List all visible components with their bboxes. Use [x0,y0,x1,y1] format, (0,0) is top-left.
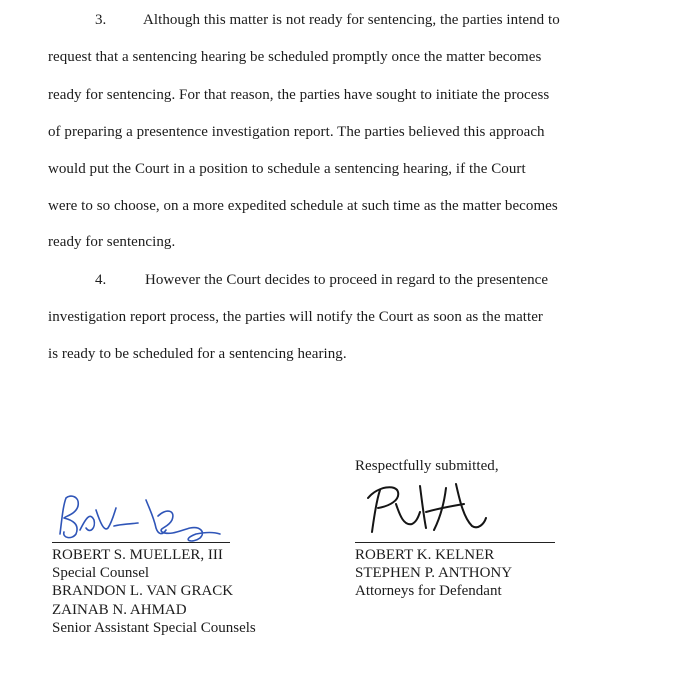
signer-name: BRANDON L. VAN GRACK [52,583,234,599]
paragraph-line: would put the Court in a position to schedule a sentencing hearing, if the Court [48,161,526,177]
handwritten-signature-right [360,478,490,538]
paragraph-line: ready for sentencing. For that reason, the parties have sought to initiate the process [48,87,550,103]
paragraph-number: 3. [95,12,107,28]
paragraph-line: Although this matter is not ready for sentencing, the parties intend to [143,12,560,28]
signer-title: Attorneys for Defendant [355,583,502,599]
paragraph-line: investigation report process, the parties will notify the Court as soon as the matter [48,309,543,325]
signer-name: ZAINAB N. AHMAD [52,602,187,618]
paragraph-line: However the Court decides to proceed in regard to the presentence [145,272,549,288]
signer-name: ROBERT K. KELNER [355,547,495,563]
paragraph-line: ready for sentencing. [48,234,176,250]
signer-title: Senior Assistant Special Counsels [52,620,256,636]
handwritten-signature-left [50,488,230,548]
closing-text: Respectfully submitted, [355,458,499,474]
paragraph-line: were to so choose, on a more expedited schedule at such time as the matter becomes [48,198,558,214]
paragraph-line: is ready to be scheduled for a sentencing hearing. [48,346,347,362]
paragraph-line: request that a sentencing hearing be scheduled promptly once the matter becomes [48,49,542,65]
paragraph-line: of preparing a presentence investigation report. The parties believed this approach [48,124,545,140]
signature-line-right [355,542,555,543]
signer-name: ROBERT S. MUELLER, III [52,547,223,563]
signer-name: STEPHEN P. ANTHONY [355,565,513,581]
signature-line-left [52,542,230,543]
paragraph-number: 4. [95,272,107,288]
signer-title: Special Counsel [52,565,150,581]
